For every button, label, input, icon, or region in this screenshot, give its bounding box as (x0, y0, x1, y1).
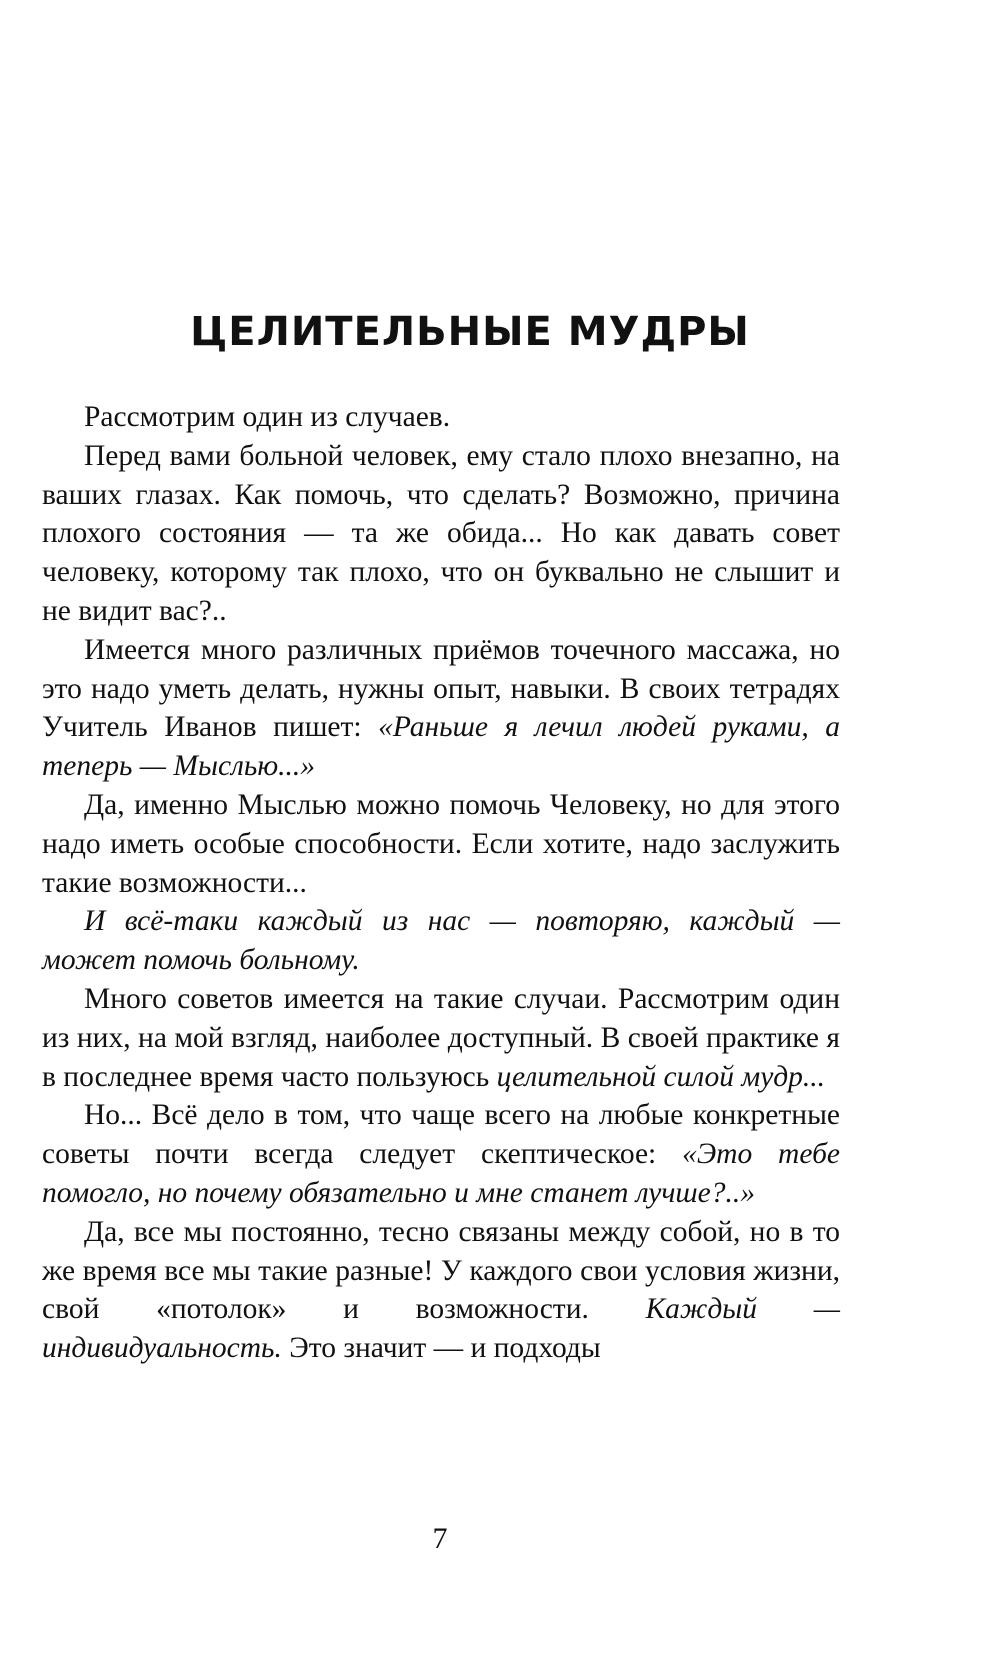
paragraph-text: Перед вами больной человек, ему стало плохо внезапно, на ваших глазах. Как помочь, что сделать? Возможно, причина плохого состояния — та же обида... Но как давать совет человеку, которому так плохо, что он буквально не слышит и не видит вас?.. (42, 439, 840, 627)
paragraph-text: Но... Всё дело в том, что чаще всего на любые конкретные советы почти всегда следует скептическое: (42, 1099, 840, 1171)
paragraph (42, 902, 840, 980)
body-text (42, 398, 840, 1368)
paragraph-text: Много советов имеется на такие случаи. Рассмотрим один из них, на мой взгляд, наиболее доступный. В своей практике я в последнее время часто пользуюсь (42, 982, 840, 1093)
emphasis-italic: И всё-таки каждый из нас — повторяю, каждый — может помочь больному. (42, 905, 840, 977)
paragraph (42, 398, 840, 437)
paragraph (42, 631, 840, 786)
paragraph-text: Да, все мы постоянно, тесно связаны между собой, но в то же время все мы такие разные! У каждого свои условия жизни, свой «потолок» и возможности. (42, 1215, 840, 1326)
paragraph (42, 1213, 840, 1368)
paragraph (42, 1096, 840, 1212)
paragraph (42, 437, 840, 631)
emphasis-italic: Каждый — индивидуальность. (42, 1293, 840, 1365)
chapter-title: ЦЕЛИТЕЛЬНЫЕ МУДРЫ (190, 309, 750, 355)
paragraph (42, 980, 840, 1096)
paragraph-text: Имеется много различных приёмов точечного массажа, но это надо уметь делать, нужны опыт, навыки. В своих тетрадях Учитель Иванов пишет: (42, 633, 840, 744)
page-number: 7 (432, 1522, 448, 1555)
paragraph (42, 786, 840, 902)
quote-italic: «Раньше я лечил людей руками, а теперь — Мыслью...» (42, 711, 840, 783)
paragraph-text: Да, именно Мыслью можно помочь Человеку, но для этого надо иметь особые способности. Если хотите, надо заслужить такие возможности... (42, 788, 840, 899)
paragraph-text: Рассмотрим один из случаев. (84, 401, 451, 433)
paragraph-text-tail: Это значит — и подходы (281, 1332, 601, 1365)
emphasis-italic: целительной силой мудр... (496, 1060, 826, 1093)
quote-italic: «Это тебе помогло, но почему обязательно и мне станет лучше?..» (42, 1138, 840, 1209)
